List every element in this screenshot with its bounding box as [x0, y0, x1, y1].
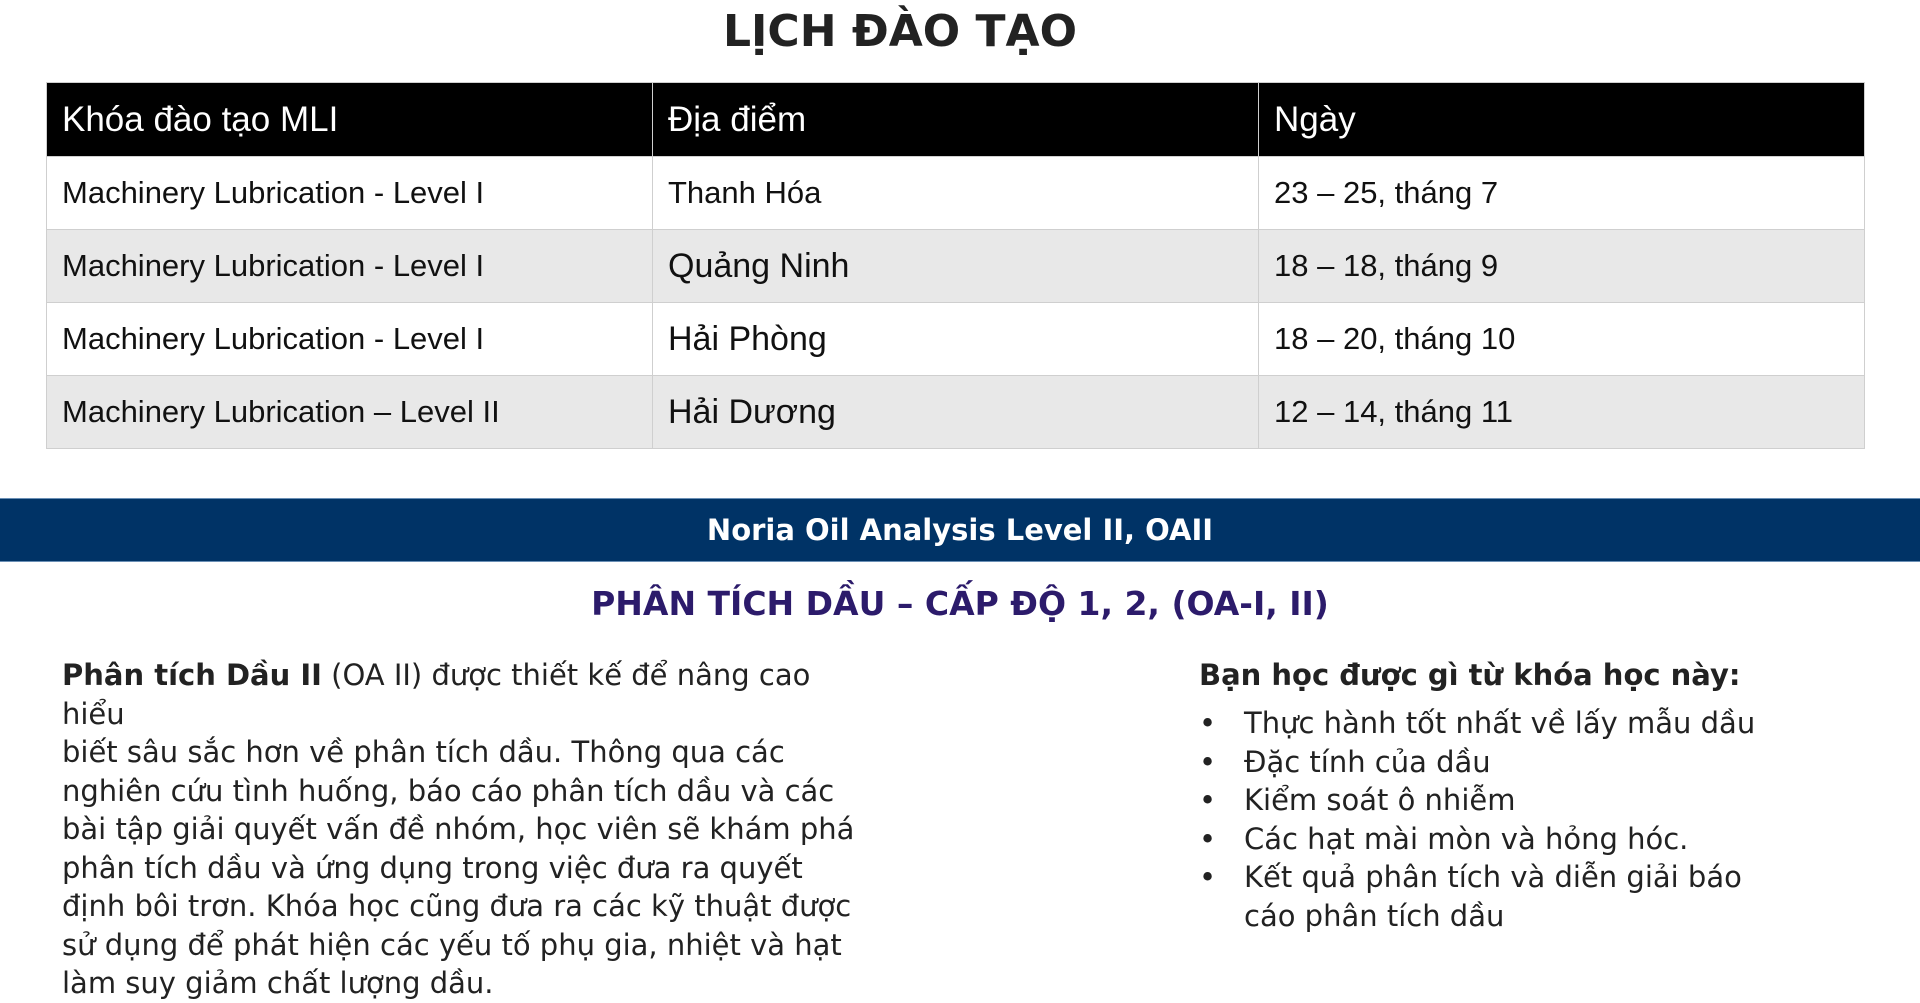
bullet-icon: • [1199, 706, 1217, 740]
description-line: bài tập giải quyết vấn đề nhóm, học viên sẽ khám phá [62, 812, 855, 846]
bullet-icon: • [1199, 821, 1217, 856]
list-item-text: Thực hành tốt nhất về lấy mẫu dầu [1244, 706, 1756, 740]
course-description [62, 656, 862, 1003]
location-cell: Thanh Hóa [653, 157, 1259, 230]
bullet-icon: • [1199, 744, 1217, 779]
table-row [47, 376, 1865, 449]
location-cell: Hải Phòng [653, 303, 1259, 376]
bullet-icon: • [1199, 860, 1217, 894]
location-cell: Hải Dương [653, 376, 1259, 449]
description-line: biết sâu sắc hơn về phân tích dầu. Thông qua các [62, 735, 785, 769]
list-item [1199, 704, 1759, 743]
course-cell: Machinery Lubrication - Level I [47, 157, 653, 230]
table-row [47, 157, 1865, 230]
bullet-icon: • [1199, 783, 1217, 817]
course-cell: Machinery Lubrication - Level I [47, 303, 653, 376]
description-lead: Phân tích Dầu II [62, 658, 322, 692]
course-cell: Machinery Lubrication – Level II [47, 376, 653, 449]
date-cell: 18 – 20, tháng 10 [1259, 303, 1865, 376]
page-title: LỊCH ĐÀO TẠO [723, 6, 1077, 57]
date-cell: 18 – 18, tháng 9 [1259, 230, 1865, 303]
description-line: làm suy giảm chất lượng dầu. [62, 966, 494, 1000]
description-line: định bôi trơn. Khóa học cũng đưa ra các kỹ thuật được [62, 889, 852, 923]
course-banner: Noria Oil Analysis Level II, OAII [0, 498, 1920, 562]
date-cell: 12 – 14, tháng 11 [1259, 376, 1865, 449]
table-row [47, 230, 1865, 303]
list-item-text: Kết quả phân tích và diễn giải báo cáo phân tích dầu [1244, 860, 1742, 933]
section-subtitle: PHÂN TÍCH DẦU – CẤP ĐỘ 1, 2, (OA-I, II) [591, 584, 1329, 623]
description-line: phân tích dầu và ứng dụng trong việc đưa ra quyết [62, 850, 803, 885]
learning-outcomes [1199, 656, 1759, 935]
header-date: Ngày [1259, 83, 1865, 157]
date-cell: 23 – 25, tháng 7 [1259, 157, 1865, 230]
header-course: Khóa đào tạo MLI [47, 83, 653, 157]
header-location: Địa điểm [653, 83, 1259, 157]
learning-list [1199, 704, 1759, 935]
list-item [1199, 858, 1759, 935]
table-row [47, 303, 1865, 376]
list-item-text: Đặc tính của dầu [1244, 744, 1491, 779]
schedule-table [46, 82, 1865, 449]
list-item [1199, 781, 1759, 820]
list-item-text: Các hạt mài mòn và hỏng hóc. [1244, 821, 1689, 856]
list-item [1199, 820, 1759, 859]
table-header-row [47, 83, 1865, 157]
learning-heading: Bạn học được gì từ khóa học này: [1199, 658, 1741, 692]
location-cell: Quảng Ninh [653, 230, 1259, 303]
description-line: sử dụng để phát hiện các yếu tố phụ gia, nhiệt và hạt [62, 927, 842, 962]
list-item-text: Kiểm soát ô nhiễm [1244, 783, 1516, 817]
description-line: (OA II) được thiết kế để nâng cao hiểu [62, 658, 811, 731]
list-item [1199, 743, 1759, 782]
description-line: nghiên cứu tình huống, báo cáo phân tích dầu và các [62, 773, 835, 808]
course-cell: Machinery Lubrication - Level I [47, 230, 653, 303]
